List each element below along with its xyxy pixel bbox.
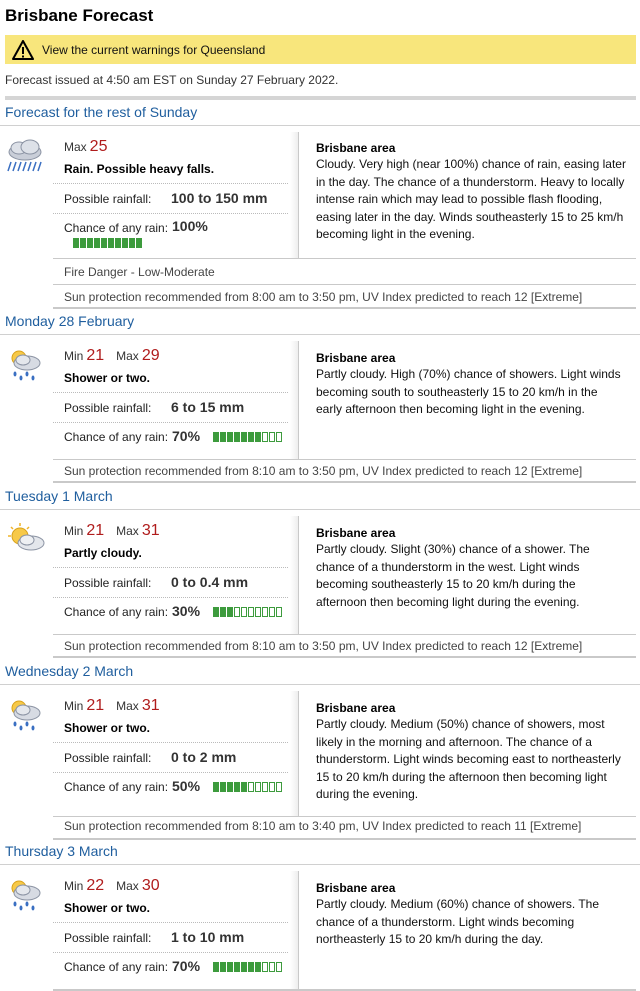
rain-chance-bar xyxy=(73,238,143,248)
max-label: Max xyxy=(116,879,139,893)
rain-chance-segment xyxy=(241,607,247,617)
rain-chance-segment xyxy=(213,782,219,792)
rain-chance-label: Chance of any rain: xyxy=(64,960,169,974)
issued-text: Forecast issued at 4:50 am EST on Sunday 27 February 2022. xyxy=(5,73,339,87)
shower-icon xyxy=(5,347,47,383)
area-title: Brisbane area xyxy=(316,701,396,715)
area-title: Brisbane area xyxy=(316,351,396,365)
divider xyxy=(53,838,636,840)
rain-chance-value: 100% xyxy=(172,218,208,234)
rain-chance-segment xyxy=(213,962,219,972)
rain-chance-bar xyxy=(213,782,283,792)
temperatures xyxy=(64,877,160,895)
forecast-summary: Partly cloudy. xyxy=(64,546,142,560)
rain-chance-segment xyxy=(220,962,226,972)
partly-cloudy-icon xyxy=(5,522,47,558)
rainfall-label: Possible rainfall: xyxy=(64,401,152,415)
rain-chance-segment xyxy=(276,962,282,972)
rain-chance-segment xyxy=(234,962,240,972)
rain-chance-bar xyxy=(213,432,283,442)
max-label: Max xyxy=(64,140,87,154)
divider xyxy=(298,691,299,816)
rain-chance-segment xyxy=(255,607,261,617)
rainfall-amount: 6 to 15 mm xyxy=(171,399,245,415)
temperatures xyxy=(64,522,160,540)
divider xyxy=(0,334,640,335)
forecast-summary: Shower or two. xyxy=(64,901,151,915)
rain-chance-segment xyxy=(248,607,254,617)
min-temp: 22 xyxy=(86,877,105,894)
rain-chance-segment xyxy=(262,782,268,792)
rain-chance-segment xyxy=(129,238,135,248)
page-title: Brisbane Forecast xyxy=(5,6,154,25)
shower-icon xyxy=(5,697,47,733)
divider xyxy=(53,258,636,259)
rain-chance-bar xyxy=(213,607,283,617)
rain-chance-segment xyxy=(220,607,226,617)
rain-chance-value: 30% xyxy=(172,603,201,619)
day-heading: Thursday 3 March xyxy=(5,843,118,859)
rain-chance-segment xyxy=(241,432,247,442)
area-forecast: Cloudy. Very high (near 100%) chance of rain, easing later in the day. The chance of a thunderstorm. Heavy to locally intense rain which may lead to possible flash flooding, easing later in the day. Winds southeasterly 15 to 25 km/h becoming light in the evening. xyxy=(316,157,626,241)
sun-protection: Sun protection recommended from 8:10 am to 3:50 pm, UV Index predicted to reach 12 [Extreme] xyxy=(64,639,583,653)
divider xyxy=(53,307,636,309)
rain-chance-bar xyxy=(213,962,283,972)
divider xyxy=(53,816,636,817)
divider xyxy=(298,132,299,258)
divider xyxy=(5,96,636,100)
area-forecast: Partly cloudy. Slight (30%) chance of a shower. The chance of a thunderstorm in the west. Light winds becoming southeasterly 15 to 20 km/h during the afternoon then becoming light during the evening. xyxy=(316,542,590,609)
area-title: Brisbane area xyxy=(316,526,396,540)
rain-chance-segment xyxy=(262,607,268,617)
rain-chance-value: 70% xyxy=(172,428,201,444)
rain-chance-segment xyxy=(87,238,93,248)
rain-chance-row xyxy=(53,213,288,255)
sun-protection: Sun protection recommended from 8:10 am to 3:50 pm, UV Index predicted to reach 12 [Extreme] xyxy=(64,464,583,478)
rainfall-row xyxy=(53,922,288,952)
min-temp: 21 xyxy=(86,522,105,539)
max-temp: 25 xyxy=(89,138,108,155)
rain-chance-row xyxy=(53,597,288,632)
rain-chance-segment xyxy=(269,962,275,972)
warnings-banner[interactable] xyxy=(5,35,636,64)
rain-chance-label: Chance of any rain: xyxy=(64,221,169,235)
temperatures xyxy=(64,697,160,715)
rain-chance-segment xyxy=(269,432,275,442)
rain-chance-segment xyxy=(227,607,233,617)
rainfall-row xyxy=(53,183,288,213)
rain-chance-segment xyxy=(115,238,121,248)
forecast-day xyxy=(0,313,640,483)
forecast-day xyxy=(0,104,640,309)
day-heading: Forecast for the rest of Sunday xyxy=(5,104,198,120)
rain-chance-segment xyxy=(255,432,261,442)
rain-chance-segment xyxy=(234,782,240,792)
forecast-day xyxy=(0,663,640,841)
rainfall-label: Possible rainfall: xyxy=(64,576,152,590)
divider xyxy=(298,516,299,634)
rain-chance-label: Chance of any rain: xyxy=(64,430,169,444)
rain-chance-segment xyxy=(248,432,254,442)
min-temp: 21 xyxy=(86,347,105,364)
rain-chance-label: Chance of any rain: xyxy=(64,780,169,794)
rainfall-amount: 1 to 10 mm xyxy=(171,929,245,945)
area-forecast: Partly cloudy. High (70%) chance of showers. Light winds becoming south to southeasterly 15 to 20 km/h in the early afternoon then becoming light in the evening. xyxy=(316,367,621,416)
day-heading: Wednesday 2 March xyxy=(5,663,134,679)
warning-icon xyxy=(12,40,34,60)
rain-chance-segment xyxy=(269,607,275,617)
rain-chance-segment xyxy=(255,782,261,792)
divider xyxy=(0,509,640,510)
rain-chance-segment xyxy=(241,962,247,972)
rainfall-amount: 100 to 150 mm xyxy=(171,190,268,206)
rain-chance-segment xyxy=(73,238,79,248)
divider xyxy=(0,684,640,685)
forecast-day xyxy=(0,488,640,658)
rain-chance-segment xyxy=(234,432,240,442)
rain-chance-segment xyxy=(101,238,107,248)
heavy-rain-icon xyxy=(5,138,47,174)
rain-chance-label: Chance of any rain: xyxy=(64,605,169,619)
max-label: Max xyxy=(116,524,139,538)
temperatures xyxy=(64,138,107,156)
divider xyxy=(298,341,299,459)
rainfall-row xyxy=(53,742,288,772)
divider xyxy=(298,871,299,989)
rain-chance-segment xyxy=(213,432,219,442)
fire-danger: Fire Danger - Low-Moderate xyxy=(64,265,215,279)
rain-chance-segment xyxy=(220,432,226,442)
min-label: Min xyxy=(64,349,84,363)
day-heading: Monday 28 February xyxy=(5,313,135,329)
divider xyxy=(0,864,640,865)
rain-chance-segment xyxy=(248,962,254,972)
rain-chance-segment xyxy=(262,432,268,442)
rain-chance-segment xyxy=(80,238,86,248)
area-forecast: Partly cloudy. Medium (50%) chance of showers, most likely in the morning and afternoon. The chance of a thunderstorm. Light winds becoming east to northeasterly 15 to 20 km/h during the afternoon then becoming light during the evening. xyxy=(316,717,621,801)
rainfall-amount: 0 to 2 mm xyxy=(171,749,237,765)
max-temp: 29 xyxy=(141,347,160,364)
day-heading: Tuesday 1 March xyxy=(5,488,113,504)
rain-chance-segment xyxy=(227,782,233,792)
rain-chance-segment xyxy=(276,782,282,792)
rain-chance-row xyxy=(53,772,288,807)
rainfall-label: Possible rainfall: xyxy=(64,751,152,765)
rain-chance-row xyxy=(53,952,288,987)
area-forecast: Partly cloudy. Medium (60%) chance of showers. The chance of a thunderstorm. Light winds becoming northeasterly 15 to 20 km/h during the day. xyxy=(316,897,600,946)
divider xyxy=(0,125,640,126)
max-label: Max xyxy=(116,699,139,713)
rain-chance-segment xyxy=(213,607,219,617)
divider xyxy=(53,459,636,460)
divider xyxy=(53,481,636,483)
area-title: Brisbane area xyxy=(316,141,396,155)
rainfall-amount: 0 to 0.4 mm xyxy=(171,574,249,590)
min-label: Min xyxy=(64,879,84,893)
shower-icon xyxy=(5,877,47,913)
min-label: Min xyxy=(64,699,84,713)
rain-chance-segment xyxy=(276,607,282,617)
rain-chance-segment xyxy=(262,962,268,972)
rain-chance-segment xyxy=(227,962,233,972)
temperatures xyxy=(64,347,160,365)
rainfall-label: Possible rainfall: xyxy=(64,192,152,206)
rain-chance-segment xyxy=(241,782,247,792)
rain-chance-segment xyxy=(108,238,114,248)
divider xyxy=(53,634,636,635)
area-title: Brisbane area xyxy=(316,881,396,895)
divider xyxy=(53,656,636,658)
rain-chance-segment xyxy=(255,962,261,972)
max-temp: 31 xyxy=(141,522,160,539)
forecast-summary: Shower or two. xyxy=(64,721,151,735)
rainfall-row xyxy=(53,567,288,597)
min-temp: 21 xyxy=(86,697,105,714)
rain-chance-row xyxy=(53,422,288,457)
rain-chance-value: 50% xyxy=(172,778,201,794)
forecast-summary: Rain. Possible heavy falls. xyxy=(64,162,215,176)
rain-chance-segment xyxy=(269,782,275,792)
rain-chance-segment xyxy=(122,238,128,248)
rain-chance-segment xyxy=(136,238,142,248)
warnings-link[interactable]: View the current warnings for Queensland xyxy=(42,42,266,57)
forecast-summary: Shower or two. xyxy=(64,371,151,385)
rain-chance-segment xyxy=(220,782,226,792)
rain-chance-segment xyxy=(248,782,254,792)
rain-chance-segment xyxy=(276,432,282,442)
rainfall-label: Possible rainfall: xyxy=(64,931,152,945)
max-temp: 31 xyxy=(141,697,160,714)
max-temp: 30 xyxy=(141,877,160,894)
forecast-day xyxy=(0,843,640,991)
sun-protection: Sun protection recommended from 8:00 am to 3:50 pm, UV Index predicted to reach 12 [Extreme] xyxy=(64,290,583,304)
rain-chance-segment xyxy=(94,238,100,248)
sun-protection: Sun protection recommended from 8:10 am to 3:40 pm, UV Index predicted to reach 11 [Extreme] xyxy=(64,819,582,833)
max-label: Max xyxy=(116,349,139,363)
divider xyxy=(53,284,636,285)
rainfall-row xyxy=(53,392,288,422)
min-label: Min xyxy=(64,524,84,538)
rain-chance-segment xyxy=(234,607,240,617)
rain-chance-value: 70% xyxy=(172,958,201,974)
rain-chance-segment xyxy=(227,432,233,442)
